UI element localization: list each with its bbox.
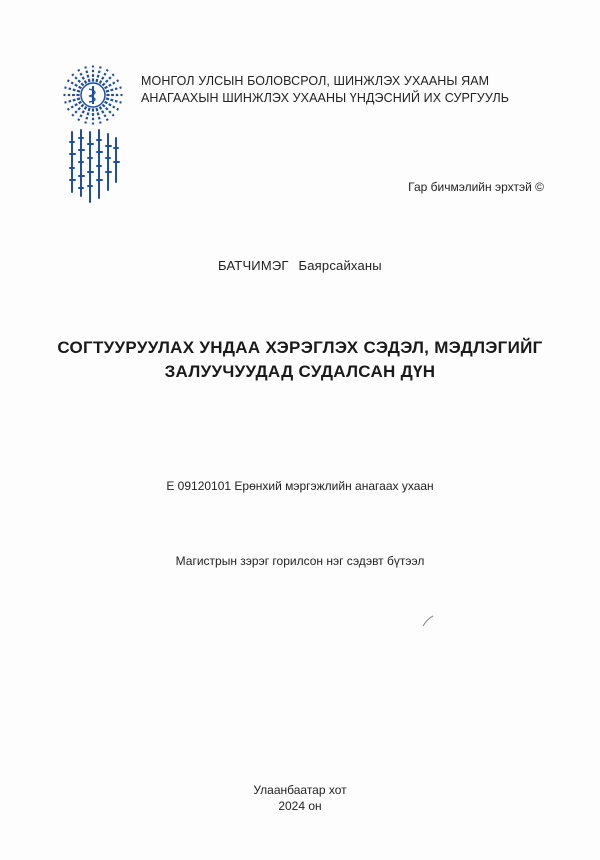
- emblem-ray-segment: [112, 81, 115, 84]
- emblem-ray-segment: [73, 89, 76, 92]
- emblem-ray-segment: [78, 86, 82, 90]
- emblem-ray-segment: [76, 94, 79, 96]
- emblem-ray-segment: [74, 103, 78, 106]
- thesis-title-line-2: ЗАЛУУЧУУДАД СУДАЛСАН ДҮН: [164, 362, 436, 381]
- emblem-ray-segment: [84, 66, 87, 69]
- emblem-ray-segment: [103, 73, 106, 76]
- emblem-ray-segment: [79, 114, 82, 117]
- emblem-ray-segment: [95, 79, 98, 83]
- emblem-ray-segment: [98, 117, 101, 120]
- emblem-ray-segment: [97, 75, 100, 78]
- emblem-ray-segment: [92, 78, 94, 81]
- emblem-ray-segment: [82, 110, 85, 114]
- emblem-ray-segment: [84, 106, 88, 110]
- emblem-ray-segment: [111, 94, 114, 96]
- city: Улаанбаатар хот: [253, 783, 347, 797]
- degree-statement: Магистрын зэрэг горилсон нэг сэдэвт бүтээл: [175, 554, 425, 568]
- emblem-ray-segment: [87, 75, 90, 78]
- emblem-ray-segment: [104, 86, 108, 90]
- emblem-ray-segment: [112, 73, 115, 76]
- university-name: АНАГААХЫН ШИНЖЛЭХ УХААНЫ ҮНДЭСНИЙ ИХ СУРГУУЛЬ: [141, 91, 510, 105]
- ministry-and-university-header: [141, 73, 509, 107]
- emblem-ray-segment: [101, 76, 104, 80]
- emblem-ray-segment: [104, 101, 108, 105]
- emblem-ray-segment: [99, 106, 103, 110]
- emblem-ray-segment: [80, 104, 84, 108]
- emblem-ray-segment: [71, 114, 74, 117]
- specialty-code: Е 09120101 Ерөнхий мэргэжлийн анагаах ухаан: [166, 479, 434, 493]
- emblem-ray-segment: [67, 108, 70, 111]
- copyright-notice: Гар бичмэлийн эрхтэй ©: [408, 180, 544, 194]
- emblem-ray-segment: [84, 121, 87, 124]
- emblem-ray-segment: [74, 84, 78, 87]
- emblem-ray-segment: [80, 82, 84, 86]
- emblem-ray-segment: [77, 97, 81, 100]
- emblem-ray-segment: [88, 108, 91, 112]
- emblem-ray-segment: [77, 69, 80, 72]
- emblem-ray-segment: [77, 90, 81, 93]
- emblem-ray-segment: [95, 108, 98, 112]
- emblem-ray-segment: [99, 66, 102, 69]
- emblem-ray-segment: [108, 110, 111, 113]
- emblem-ray-segment: [85, 117, 88, 120]
- emblem-ray-segment: [72, 94, 75, 96]
- emblem-ray-segment: [112, 105, 115, 108]
- author-name: [218, 258, 388, 273]
- emblem-ray-segment: [79, 73, 82, 76]
- emblem-ray-segment: [92, 113, 94, 116]
- university-emblem-icon: [60, 64, 126, 126]
- emblem-ray-segment: [112, 114, 115, 117]
- emblem-ray-segment: [82, 76, 85, 80]
- emblem-ray-segment: [99, 80, 103, 84]
- emblem-ray-segment: [71, 105, 74, 108]
- emblem-ray-segment: [108, 76, 111, 79]
- emblem-ray-segment: [87, 112, 90, 115]
- emblem-ray-segment: [116, 94, 118, 96]
- emblem-ray-segment: [116, 79, 119, 82]
- emblem-ray-segment: [92, 108, 94, 111]
- emblem-ray-segment: [92, 123, 94, 125]
- ministry-name: МОНГОЛ УЛСЫН БОЛОВСРОЛ, ШИНЖЛЭХ УХААНЫ ЯАМ: [141, 74, 490, 88]
- thesis-title: [0, 336, 600, 384]
- emblem-ray-segment: [92, 70, 94, 72]
- emblem-ray-segment: [68, 100, 71, 103]
- emblem-ray-segment: [108, 103, 112, 106]
- emblem-ray-segment: [64, 101, 67, 104]
- emblem-ray-segment: [106, 69, 109, 72]
- emblem-ray-segment: [88, 79, 91, 83]
- emblem-ray-segment: [115, 87, 118, 90]
- emblem-ray-segment: [77, 118, 80, 121]
- emblem-ray-segment: [99, 121, 102, 124]
- emblem-ray-segment: [64, 86, 67, 89]
- author-given-name: Баярсайханы: [298, 258, 382, 273]
- emblem-ray-segment: [106, 94, 109, 96]
- emblem-ray-segment: [92, 66, 94, 68]
- emblem-ray-segment: [71, 81, 74, 84]
- emblem-ray-segment: [68, 94, 70, 96]
- emblem-ray-segment: [68, 87, 71, 90]
- emblem-ray-segment: [115, 100, 118, 103]
- emblem-ray-segment: [98, 70, 101, 73]
- emblem-ray-segment: [73, 99, 76, 102]
- year: 2024 он: [278, 799, 322, 813]
- emblem-ray-segment: [116, 108, 119, 111]
- place-and-year: [0, 782, 600, 814]
- thesis-title-line-1: СОГТУУРУУЛАХ УНДАА ХЭРЭГЛЭХ СЭДЭЛ, МЭДЛЭГИЙГ: [57, 338, 543, 357]
- emblem-ray-segment: [64, 94, 66, 96]
- emblem-ray-segment: [102, 104, 106, 108]
- emblem-ray-segment: [77, 79, 81, 83]
- emblem-ray-segment: [74, 76, 77, 79]
- emblem-ray-segment: [110, 89, 113, 92]
- emblem-ray-segment: [106, 97, 110, 100]
- emblem-ray-segment: [78, 101, 82, 105]
- emblem-ray-segment: [67, 79, 70, 82]
- emblem-ray-segment: [101, 110, 104, 114]
- emblem-ray-segment: [106, 90, 110, 93]
- emblem-ray-segment: [108, 84, 112, 87]
- emblem-ray-segment: [84, 80, 88, 84]
- emblem-ray-segment: [92, 118, 94, 120]
- emblem-ray-segment: [119, 86, 122, 89]
- emblem-ray-segment: [110, 99, 113, 102]
- mongolian-script-university-name: [64, 128, 122, 206]
- emblem-ray-segment: [102, 82, 106, 86]
- emblem-ray-segment: [105, 79, 109, 83]
- emblem-ray-segment: [97, 112, 100, 115]
- emblem-ray-segment: [77, 107, 81, 111]
- emblem-ray-segment: [119, 101, 122, 104]
- emblem-ray-segment: [106, 118, 109, 121]
- emblem-ray-segment: [92, 74, 94, 77]
- author-surname: БАТЧИМЭГ: [218, 258, 289, 273]
- emblem-ray-segment: [105, 107, 109, 111]
- pen-mark-icon: [421, 614, 435, 628]
- emblem-ray-segment: [121, 94, 123, 96]
- emblem-ray-segment: [103, 114, 106, 117]
- emblem-ray-segment: [74, 110, 77, 113]
- emblem-ray-segment: [85, 70, 88, 73]
- emblem-ray-segment: [71, 73, 74, 76]
